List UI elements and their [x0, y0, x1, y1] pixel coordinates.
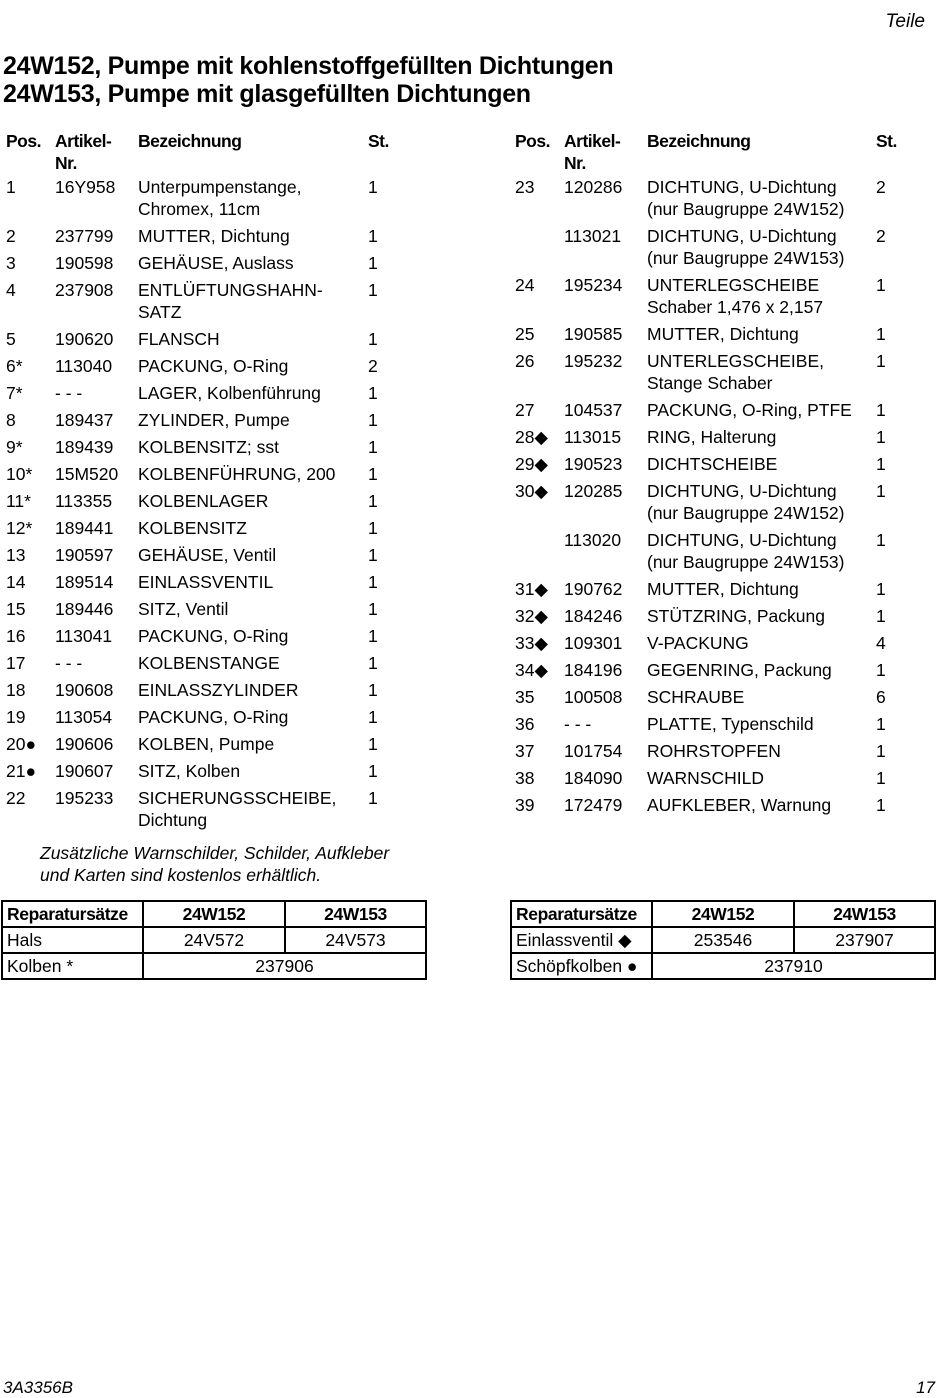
part-description	[138, 625, 368, 652]
kits-row	[511, 953, 935, 979]
part-pos: 21●	[6, 761, 37, 781]
part-qty: 1	[876, 427, 886, 447]
part-description-line: ROHRSTOPFEN	[647, 741, 781, 761]
part-number: 190585	[564, 324, 623, 344]
part-pos	[515, 225, 564, 274]
part-pos: 5	[6, 329, 16, 349]
part-pos: 2	[6, 226, 16, 246]
part-pos: 31◆	[515, 579, 548, 599]
parts-row	[515, 740, 906, 767]
parts-table-header	[6, 130, 398, 176]
part-description-line: PACKUNG, O-Ring	[138, 356, 289, 376]
part-description	[647, 426, 876, 453]
repair-kits-table-right	[510, 900, 936, 980]
parts-row	[6, 517, 398, 544]
part-description-line: PACKUNG, O-Ring	[138, 707, 289, 727]
part-pos: 36	[515, 714, 535, 734]
part-description-line: Unterpumpenstange,	[138, 177, 302, 197]
parts-row	[6, 328, 398, 355]
part-qty: 1	[368, 280, 378, 300]
parts-row	[6, 652, 398, 679]
parts-row	[515, 767, 906, 794]
part-number: 113021	[564, 226, 622, 246]
part-description-line: SITZ, Ventil	[138, 599, 229, 619]
parts-row	[6, 760, 398, 787]
kits-row	[2, 953, 426, 979]
part-description-line: RING, Halterung	[647, 427, 777, 447]
col-art: Artikel- Nr.	[564, 131, 621, 173]
part-qty: 2	[876, 177, 886, 197]
parts-row	[515, 480, 906, 529]
part-number: 120286	[564, 177, 623, 197]
part-description	[647, 453, 876, 480]
part-description-line: UNTERLEGSCHEIBE	[647, 275, 820, 295]
parts-row	[515, 225, 906, 274]
part-description-line: UNTERLEGSCHEIBE,	[647, 351, 824, 371]
parts-row	[6, 225, 398, 252]
note-line-1: Zusätzliche Warnschilder, Schilder, Aufkleber	[40, 843, 390, 863]
kits-value: 24V572	[143, 927, 285, 953]
parts-row	[515, 323, 906, 350]
part-number: 237908	[55, 280, 114, 300]
part-pos: 8	[6, 410, 16, 430]
part-qty: 1	[368, 572, 378, 592]
part-description	[138, 652, 368, 679]
page-number: 17	[916, 1378, 935, 1397]
part-pos: 3	[6, 253, 16, 273]
part-pos	[515, 529, 564, 578]
page-title-1: 24W152, Pumpe mit kohlenstoffgefüllten Dichtungen	[3, 52, 614, 80]
part-qty: 1	[876, 351, 886, 371]
part-description	[647, 659, 876, 686]
part-description-line: MUTTER, Dichtung	[647, 324, 799, 344]
part-description	[647, 605, 876, 632]
part-description-line: (nur Baugruppe 24W153)	[647, 248, 845, 268]
part-number: 113020	[564, 530, 622, 550]
part-number: 120285	[564, 481, 623, 501]
stickers-note	[40, 842, 389, 886]
part-description	[138, 252, 368, 279]
part-description-line: KOLBENSITZ	[138, 518, 247, 538]
part-number: 113355	[55, 491, 113, 511]
part-description	[647, 794, 876, 821]
part-number: 109301	[564, 633, 623, 653]
part-pos: 10*	[6, 464, 33, 484]
part-qty: 1	[368, 253, 378, 273]
part-pos: 9*	[6, 437, 23, 457]
note-line-2: und Karten sind kostenlos erhältlich.	[40, 865, 322, 885]
parts-row	[6, 279, 398, 328]
part-description	[138, 176, 368, 225]
col-desc: Bezeichnung	[138, 131, 242, 151]
part-number: 190607	[55, 761, 114, 781]
part-description-line: PLATTE, Typenschild	[647, 714, 814, 734]
part-number: 190523	[564, 454, 623, 474]
parts-row	[515, 659, 906, 686]
part-qty: 1	[368, 437, 378, 457]
part-description-line: WARNSCHILD	[647, 768, 764, 788]
part-pos: 32◆	[515, 606, 548, 626]
part-number: 184246	[564, 606, 623, 626]
parts-row	[515, 176, 906, 225]
part-description	[138, 355, 368, 382]
part-description	[138, 787, 368, 836]
col-pos: Pos.	[6, 131, 41, 151]
part-qty: 1	[876, 481, 886, 501]
part-pos: 26	[515, 351, 535, 371]
parts-row	[515, 578, 906, 605]
part-description-line: KOLBENFÜHRUNG, 200	[138, 464, 336, 484]
part-description-line: GEHÄUSE, Ventil	[138, 545, 277, 565]
part-description-line: DICHTUNG, U-Dichtung	[647, 177, 837, 197]
part-description	[138, 490, 368, 517]
part-qty: 1	[368, 464, 378, 484]
part-number: 190620	[55, 329, 114, 349]
part-pos: 6*	[6, 356, 23, 376]
part-qty: 2	[876, 226, 886, 246]
part-qty: 1	[368, 653, 378, 673]
part-description-line: FLANSCH	[138, 329, 220, 349]
part-description	[647, 350, 876, 399]
part-description	[138, 598, 368, 625]
part-pos: 37	[515, 741, 535, 761]
part-number: 113054	[55, 707, 113, 727]
part-description	[138, 544, 368, 571]
kits-row-label: Hals	[2, 927, 143, 953]
part-qty: 1	[876, 660, 886, 680]
part-qty: 6	[876, 687, 886, 707]
part-number: - - -	[55, 383, 83, 403]
parts-row	[6, 382, 398, 409]
part-pos: 34◆	[515, 660, 548, 680]
part-number: 190598	[55, 253, 114, 273]
part-description-line: (nur Baugruppe 24W153)	[647, 552, 845, 572]
part-pos: 7*	[6, 383, 23, 403]
part-number: 189514	[55, 572, 114, 592]
part-qty: 1	[368, 491, 378, 511]
kits-value: 24V573	[285, 927, 426, 953]
parts-table-right	[515, 130, 906, 821]
kits-value: 253546	[652, 927, 794, 953]
parts-row	[6, 544, 398, 571]
part-number: 189437	[55, 410, 114, 430]
part-pos: 22	[6, 788, 26, 808]
kits-header-label: Reparatursätze	[511, 901, 652, 927]
part-description	[647, 323, 876, 350]
part-description	[647, 686, 876, 713]
kits-row-label: Schöpfkolben ●	[511, 953, 652, 979]
part-pos: 33◆	[515, 633, 548, 653]
part-qty: 1	[368, 226, 378, 246]
part-number: 190762	[564, 579, 623, 599]
part-description-line: KOLBENLAGER	[138, 491, 269, 511]
part-description-line: MUTTER, Dichtung	[138, 226, 290, 246]
part-description-line: SCHRAUBE	[647, 687, 745, 707]
parts-row	[6, 490, 398, 517]
part-qty: 2	[368, 356, 378, 376]
part-number: 195233	[55, 788, 114, 808]
page-title-2: 24W153, Pumpe mit glasgefüllten Dichtungen	[3, 80, 531, 108]
part-description	[647, 274, 876, 323]
part-description-line: DICHTUNG, U-Dichtung	[647, 530, 837, 550]
part-number: 189446	[55, 599, 114, 619]
part-qty: 1	[368, 329, 378, 349]
part-pos: 28◆	[515, 427, 548, 447]
part-description-line: EINLASSVENTIL	[138, 572, 274, 592]
part-description-line: DICHTUNG, U-Dichtung	[647, 226, 837, 246]
part-description-line: GEHÄUSE, Auslass	[138, 253, 294, 273]
part-number: 189439	[55, 437, 114, 457]
parts-row	[6, 409, 398, 436]
part-qty: 1	[368, 383, 378, 403]
part-number: 189441	[55, 518, 114, 538]
part-number: 101754	[564, 741, 623, 761]
part-description	[138, 733, 368, 760]
part-qty: 1	[876, 606, 886, 626]
col-art: Artikel- Nr.	[55, 131, 112, 173]
part-pos: 17	[6, 653, 26, 673]
part-pos: 38	[515, 768, 535, 788]
part-description	[647, 713, 876, 740]
part-number: 100508	[564, 687, 623, 707]
part-description	[138, 279, 368, 328]
part-description	[138, 409, 368, 436]
part-qty: 1	[876, 454, 886, 474]
kits-header-24w153: 24W153	[794, 901, 935, 927]
parts-row	[6, 176, 398, 225]
part-description-line: V-PACKUNG	[647, 633, 749, 653]
parts-table-left	[6, 130, 398, 836]
part-pos: 30◆	[515, 481, 548, 501]
part-number: 195232	[564, 351, 623, 371]
part-description-line: SITZ, Kolben	[138, 761, 241, 781]
part-description	[138, 760, 368, 787]
kits-row	[2, 927, 426, 953]
part-description	[138, 436, 368, 463]
part-description-line: Schaber 1,476 x 2,157	[647, 297, 824, 317]
part-pos: 16	[6, 626, 26, 646]
part-description-line: SICHERUNGSSCHEIBE,	[138, 788, 337, 808]
part-pos: 19	[6, 707, 26, 727]
part-description	[138, 679, 368, 706]
part-description	[138, 225, 368, 252]
kits-header-24w153: 24W153	[285, 901, 426, 927]
part-qty: 1	[876, 400, 886, 420]
part-description-line: AUFKLEBER, Warnung	[647, 795, 832, 815]
part-number: 113015	[564, 427, 622, 447]
part-pos: 12*	[6, 518, 33, 538]
document-number: 3A3356B	[3, 1378, 73, 1397]
part-qty: 1	[876, 530, 886, 550]
part-number: 113040	[55, 356, 113, 376]
part-qty: 1	[368, 734, 378, 754]
parts-row	[6, 787, 398, 836]
part-qty: 1	[368, 545, 378, 565]
part-description	[647, 529, 876, 578]
part-qty: 1	[368, 410, 378, 430]
part-number: - - -	[564, 714, 592, 734]
part-pos: 25	[515, 324, 535, 344]
part-description	[138, 328, 368, 355]
part-description-line: Dichtung	[138, 810, 208, 830]
part-description	[138, 706, 368, 733]
part-qty: 1	[876, 741, 886, 761]
part-pos: 14	[6, 572, 26, 592]
part-pos: 20●	[6, 734, 37, 754]
part-description-line: PACKUNG, O-Ring	[138, 626, 289, 646]
parts-table-header	[515, 130, 906, 176]
part-number: 15M520	[55, 464, 119, 484]
part-qty: 1	[876, 324, 886, 344]
part-description-line: DICHTUNG, U-Dichtung	[647, 481, 837, 501]
part-pos: 15	[6, 599, 26, 619]
col-qty: St.	[876, 131, 897, 151]
part-qty: 1	[876, 714, 886, 734]
part-description-line: MUTTER, Dichtung	[647, 579, 799, 599]
part-qty: 1	[368, 707, 378, 727]
part-description	[647, 767, 876, 794]
kits-row-label: Kolben *	[2, 953, 143, 979]
kits-value: 237906	[143, 953, 426, 979]
kits-header-24w152: 24W152	[652, 901, 794, 927]
part-description	[138, 382, 368, 409]
part-number: 16Y958	[55, 177, 116, 197]
part-pos: 27	[515, 400, 535, 420]
parts-row	[6, 463, 398, 490]
parts-row	[515, 713, 906, 740]
parts-row	[515, 350, 906, 399]
part-qty: 4	[876, 633, 886, 653]
col-qty: St.	[368, 131, 389, 151]
kits-value: 237907	[794, 927, 935, 953]
part-description-line: KOLBEN, Pumpe	[138, 734, 275, 754]
part-pos: 1	[6, 177, 16, 197]
part-description-line: (nur Baugruppe 24W152)	[647, 503, 845, 523]
parts-row	[6, 571, 398, 598]
parts-row	[515, 632, 906, 659]
part-number: 190608	[55, 680, 114, 700]
part-description	[138, 517, 368, 544]
part-number: 104537	[564, 400, 623, 420]
part-qty: 1	[368, 788, 378, 808]
part-qty: 1	[876, 768, 886, 788]
parts-row	[6, 252, 398, 279]
part-pos: 13	[6, 545, 26, 565]
part-qty: 1	[368, 680, 378, 700]
part-qty: 1	[876, 795, 886, 815]
part-description	[647, 176, 876, 225]
part-description-line: LAGER, Kolbenführung	[138, 383, 321, 403]
part-number: 190606	[55, 734, 114, 754]
part-qty: 1	[368, 761, 378, 781]
part-description-line: ENTLÜFTUNGSHAHN-	[138, 280, 323, 300]
part-qty: 1	[368, 626, 378, 646]
parts-row	[6, 733, 398, 760]
parts-row	[515, 605, 906, 632]
parts-row	[6, 436, 398, 463]
parts-row	[515, 399, 906, 426]
part-description-line: Stange Schaber	[647, 373, 773, 393]
parts-row	[515, 794, 906, 821]
parts-row	[6, 355, 398, 382]
part-qty: 1	[876, 275, 886, 295]
part-description	[138, 463, 368, 490]
parts-row	[6, 679, 398, 706]
part-number: - - -	[55, 653, 83, 673]
kits-value: 237910	[652, 953, 935, 979]
part-pos: 35	[515, 687, 535, 707]
part-number: 184196	[564, 660, 623, 680]
parts-row	[6, 598, 398, 625]
part-description-line: GEGENRING, Packung	[647, 660, 832, 680]
part-number: 237799	[55, 226, 114, 246]
part-description	[647, 225, 876, 274]
part-description-line: DICHTSCHEIBE	[647, 454, 778, 474]
page-titles	[3, 52, 613, 108]
part-number: 172479	[564, 795, 623, 815]
part-pos: 11*	[6, 491, 31, 511]
part-number: 184090	[564, 768, 623, 788]
col-desc: Bezeichnung	[647, 131, 751, 151]
part-pos: 23	[515, 177, 535, 197]
kits-row	[511, 927, 935, 953]
part-qty: 1	[368, 599, 378, 619]
part-number: 190597	[55, 545, 114, 565]
part-description-line: SATZ	[138, 302, 182, 322]
part-description	[647, 740, 876, 767]
part-description-line: KOLBENSTANGE	[138, 653, 280, 673]
part-description-line: KOLBENSITZ; sst	[138, 437, 279, 457]
parts-row	[515, 529, 906, 578]
part-description-line: STÜTZRING, Packung	[647, 606, 825, 626]
part-description-line: ZYLINDER, Pumpe	[138, 410, 290, 430]
kits-row-label: Einlassventil ◆	[511, 927, 652, 953]
part-description	[138, 571, 368, 598]
part-qty: 1	[368, 518, 378, 538]
parts-row	[6, 706, 398, 733]
part-description-line: Chromex, 11cm	[138, 199, 261, 219]
parts-row	[515, 426, 906, 453]
part-description	[647, 399, 876, 426]
part-pos: 39	[515, 795, 535, 815]
part-description	[647, 480, 876, 529]
part-description	[647, 578, 876, 605]
part-pos: 24	[515, 275, 535, 295]
part-description-line: EINLASSZYLINDER	[138, 680, 299, 700]
parts-row	[6, 625, 398, 652]
part-pos: 4	[6, 280, 16, 300]
part-number: 113041	[55, 626, 113, 646]
part-description-line: (nur Baugruppe 24W152)	[647, 199, 845, 219]
col-pos: Pos.	[515, 131, 550, 151]
kits-header-label: Reparatursätze	[2, 901, 143, 927]
part-description-line: PACKUNG, O-Ring, PTFE	[647, 400, 852, 420]
parts-row	[515, 453, 906, 480]
part-pos: 18	[6, 680, 26, 700]
repair-kits-table-left	[1, 900, 427, 980]
parts-row	[515, 686, 906, 713]
part-pos: 29◆	[515, 454, 548, 474]
kits-header-24w152: 24W152	[143, 901, 285, 927]
part-qty: 1	[876, 579, 886, 599]
part-qty: 1	[368, 177, 378, 197]
part-description	[647, 632, 876, 659]
section-label: Teile	[885, 11, 925, 32]
part-number: 195234	[564, 275, 623, 295]
parts-row	[515, 274, 906, 323]
